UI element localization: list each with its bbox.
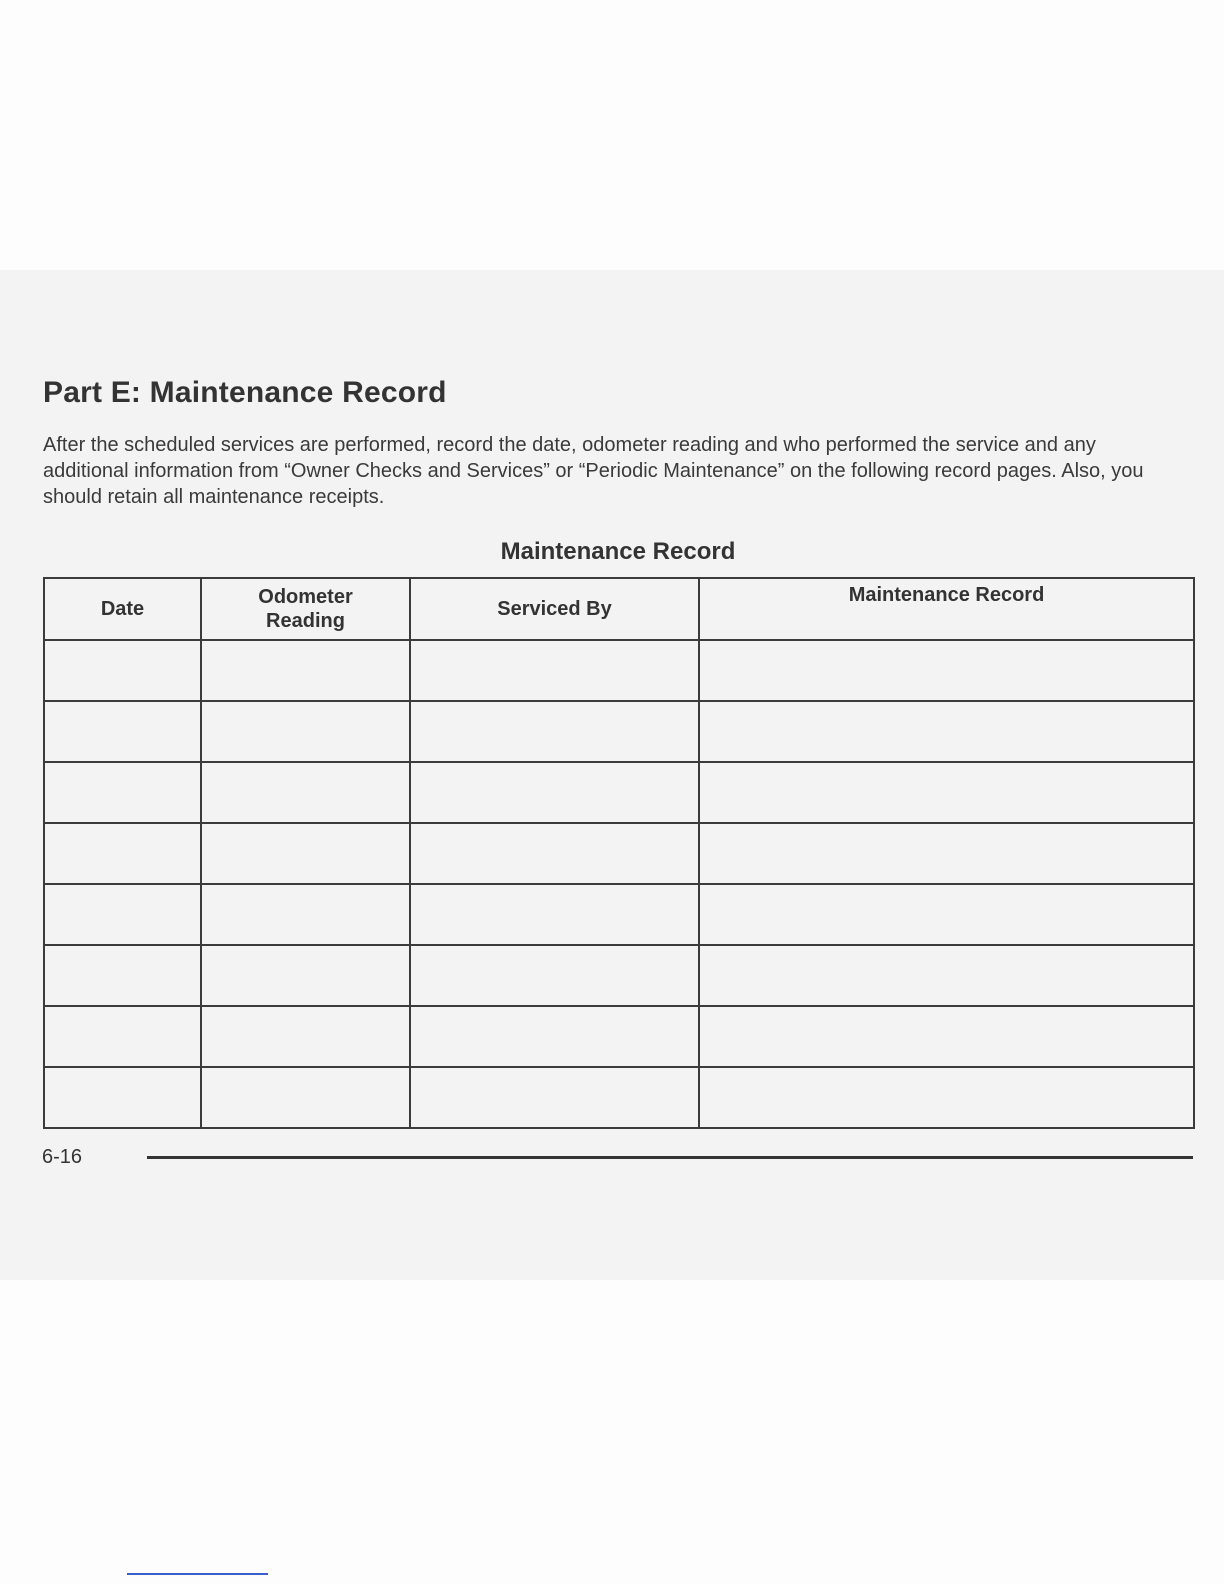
date-cell[interactable] <box>44 762 201 823</box>
maintenance-record-cell[interactable] <box>699 884 1194 945</box>
table-caption: Maintenance Record <box>500 538 736 565</box>
serviced-by-cell[interactable] <box>410 945 699 1006</box>
table-row <box>44 640 1194 701</box>
odometer-cell[interactable] <box>201 701 410 762</box>
footer-rule <box>147 1156 1193 1159</box>
maintenance-record-cell[interactable] <box>699 762 1194 823</box>
maintenance-record-cell[interactable] <box>699 1067 1194 1128</box>
table-row <box>44 1067 1194 1128</box>
intro-paragraph: After the scheduled services are performed, record the date, odometer reading and who performed the service and any additional information from “Owner Checks and Services” or “Periodic Maintenance” on the following record pages. Also, you should retain all maintenance receipts. <box>43 434 1144 508</box>
date-cell[interactable] <box>44 945 201 1006</box>
table-header-row <box>44 578 1194 640</box>
date-cell[interactable] <box>44 701 201 762</box>
odometer-cell[interactable] <box>201 1006 410 1067</box>
table-row <box>44 823 1194 884</box>
header-maintenance-record: Maintenance Record <box>699 578 1194 640</box>
date-cell[interactable] <box>44 884 201 945</box>
odometer-cell[interactable] <box>201 640 410 701</box>
serviced-by-cell[interactable] <box>410 1067 699 1128</box>
maintenance-record-cell[interactable] <box>699 823 1194 884</box>
serviced-by-cell[interactable] <box>410 762 699 823</box>
odometer-cell[interactable] <box>201 762 410 823</box>
serviced-by-cell[interactable] <box>410 701 699 762</box>
table-row <box>44 945 1194 1006</box>
maintenance-record-table <box>43 577 1195 1129</box>
serviced-by-cell[interactable] <box>410 884 699 945</box>
table-body <box>44 640 1194 1128</box>
header-odometer-reading: Odometer Reading <box>201 578 410 640</box>
page-number: 6-16 <box>42 1146 83 1168</box>
odometer-cell[interactable] <box>201 884 410 945</box>
table-row <box>44 762 1194 823</box>
maintenance-record-cell[interactable] <box>699 945 1194 1006</box>
header-serviced-by: Serviced By <box>410 578 699 640</box>
odometer-cell[interactable] <box>201 1067 410 1128</box>
odometer-cell[interactable] <box>201 823 410 884</box>
header-date: Date <box>44 578 201 640</box>
date-cell[interactable] <box>44 640 201 701</box>
table-row <box>44 884 1194 945</box>
maintenance-record-cell[interactable] <box>699 701 1194 762</box>
serviced-by-cell[interactable] <box>410 1006 699 1067</box>
page-title: Part E: Maintenance Record <box>43 376 447 409</box>
serviced-by-cell[interactable] <box>410 640 699 701</box>
date-cell[interactable] <box>44 823 201 884</box>
table-row <box>44 1006 1194 1067</box>
date-cell[interactable] <box>44 1067 201 1128</box>
serviced-by-cell[interactable] <box>410 823 699 884</box>
table-row <box>44 701 1194 762</box>
maintenance-record-cell[interactable] <box>699 1006 1194 1067</box>
maintenance-record-cell[interactable] <box>699 640 1194 701</box>
link-underline[interactable] <box>127 1573 268 1575</box>
date-cell[interactable] <box>44 1006 201 1067</box>
odometer-cell[interactable] <box>201 945 410 1006</box>
